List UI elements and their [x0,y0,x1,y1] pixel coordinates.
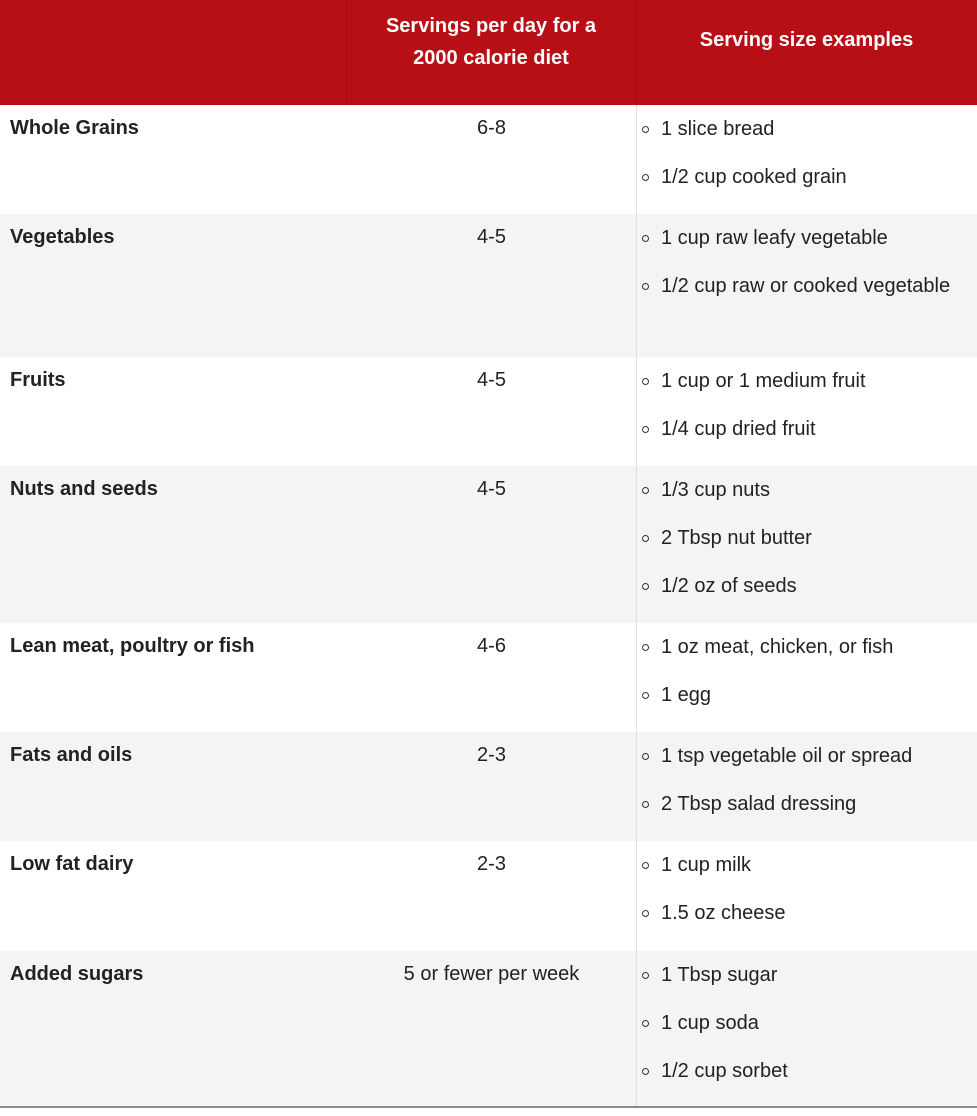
examples-list [637,113,977,193]
servings-per-day: 2-3 [477,853,506,875]
header-serving-size-examples: Serving size examples [699,29,914,51]
circle-bullet-icon [642,1020,649,1027]
circle-bullet-icon [642,487,649,494]
examples-list [637,849,977,929]
list-item [637,959,977,991]
food-group-name: Added sugars [10,963,144,985]
list-item [637,413,977,445]
circle-bullet-icon [642,1068,649,1075]
header-food-group [0,0,347,105]
example-text: 1/2 cup raw or cooked vegetable [661,275,951,297]
list-item [637,474,977,506]
list-item [637,849,977,881]
circle-bullet-icon [642,753,649,760]
circle-bullet-icon [642,235,649,242]
example-text: 1 Tbsp sugar [661,964,778,986]
example-text: 1 slice bread [661,118,775,140]
circle-bullet-icon [642,535,649,542]
serving-size-examples [636,214,977,357]
list-item [637,897,977,929]
circle-bullet-icon [642,801,649,808]
examples-list [637,365,977,445]
servings-per-day: 2-3 [477,744,506,766]
circle-bullet-icon [642,692,649,699]
list-item [637,570,977,602]
example-text: 2 Tbsp salad dressing [661,793,857,815]
table-body [0,105,977,1106]
list-item [637,679,977,711]
food-group-name: Fats and oils [10,744,133,766]
circle-bullet-icon [642,283,649,290]
table-bottom-border [0,1106,977,1108]
serving-size-examples [636,357,977,466]
list-item [637,1007,977,1039]
circle-bullet-icon [642,910,649,917]
food-group-name: Fruits [10,369,66,391]
example-text: 1 cup raw leafy vegetable [661,227,888,249]
example-text: 1 oz meat, chicken, or fish [661,636,894,658]
header-servings-per-day [347,0,636,105]
list-item [637,740,977,772]
food-group-name: Nuts and seeds [10,478,158,500]
list-item [637,113,977,145]
example-text: 1/2 cup sorbet [661,1060,788,1082]
serving-size-examples [636,732,977,841]
example-text: 1 cup milk [661,854,752,876]
examples-list [637,222,977,302]
serving-size-examples [636,841,977,951]
servings-per-day: 4-5 [477,369,506,391]
food-group-name: Whole Grains [10,117,139,139]
example-text: 1/2 oz of seeds [661,575,797,597]
examples-list [637,631,977,711]
table-row [0,357,977,466]
table-row [0,951,977,1106]
table-header [0,0,977,105]
list-item [637,522,977,554]
circle-bullet-icon [642,174,649,181]
examples-list [637,740,977,820]
servings-per-day: 4-5 [477,478,506,500]
list-item [637,631,977,663]
table-row [0,105,977,214]
circle-bullet-icon [642,972,649,979]
servings-per-day: 4-6 [477,635,506,657]
example-text: 1.5 oz cheese [661,902,786,924]
circle-bullet-icon [642,644,649,651]
food-group-name: Vegetables [10,226,115,248]
header-servings-line-2: 2000 calorie diet [413,47,569,69]
example-text: 2 Tbsp nut butter [661,527,812,549]
circle-bullet-icon [642,126,649,133]
table-row [0,466,977,623]
list-item [637,1055,977,1087]
examples-list [637,959,977,1087]
food-group-name: Low fat dairy [10,853,134,875]
circle-bullet-icon [642,426,649,433]
servings-per-day: 4-5 [477,226,506,248]
example-text: 1 cup soda [661,1012,759,1034]
examples-list [637,474,977,602]
list-item [637,222,977,254]
serving-size-examples [636,623,977,732]
list-item [637,270,977,302]
example-text: 1/4 cup dried fruit [661,418,816,440]
serving-size-examples [636,951,977,1106]
example-text: 1 egg [661,684,712,706]
list-item [637,788,977,820]
example-text: 1/2 cup cooked grain [661,166,847,188]
food-group-name: Lean meat, poultry or fish [10,635,255,657]
table-row [0,214,977,357]
header-servings-line-1: Servings per day for a [385,15,597,37]
table-row [0,623,977,732]
servings-per-day: 6-8 [477,117,506,139]
servings-per-day: 5 or fewer per week [403,963,580,985]
example-text: 1 tsp vegetable oil or spread [661,745,913,767]
example-text: 1/3 cup nuts [661,479,770,501]
circle-bullet-icon [642,862,649,869]
table-row [0,841,977,951]
circle-bullet-icon [642,583,649,590]
list-item [637,365,977,397]
list-item [637,161,977,193]
table-row [0,732,977,841]
circle-bullet-icon [642,378,649,385]
example-text: 1 cup or 1 medium fruit [661,370,866,392]
serving-size-examples [636,466,977,623]
serving-size-examples [636,105,977,214]
